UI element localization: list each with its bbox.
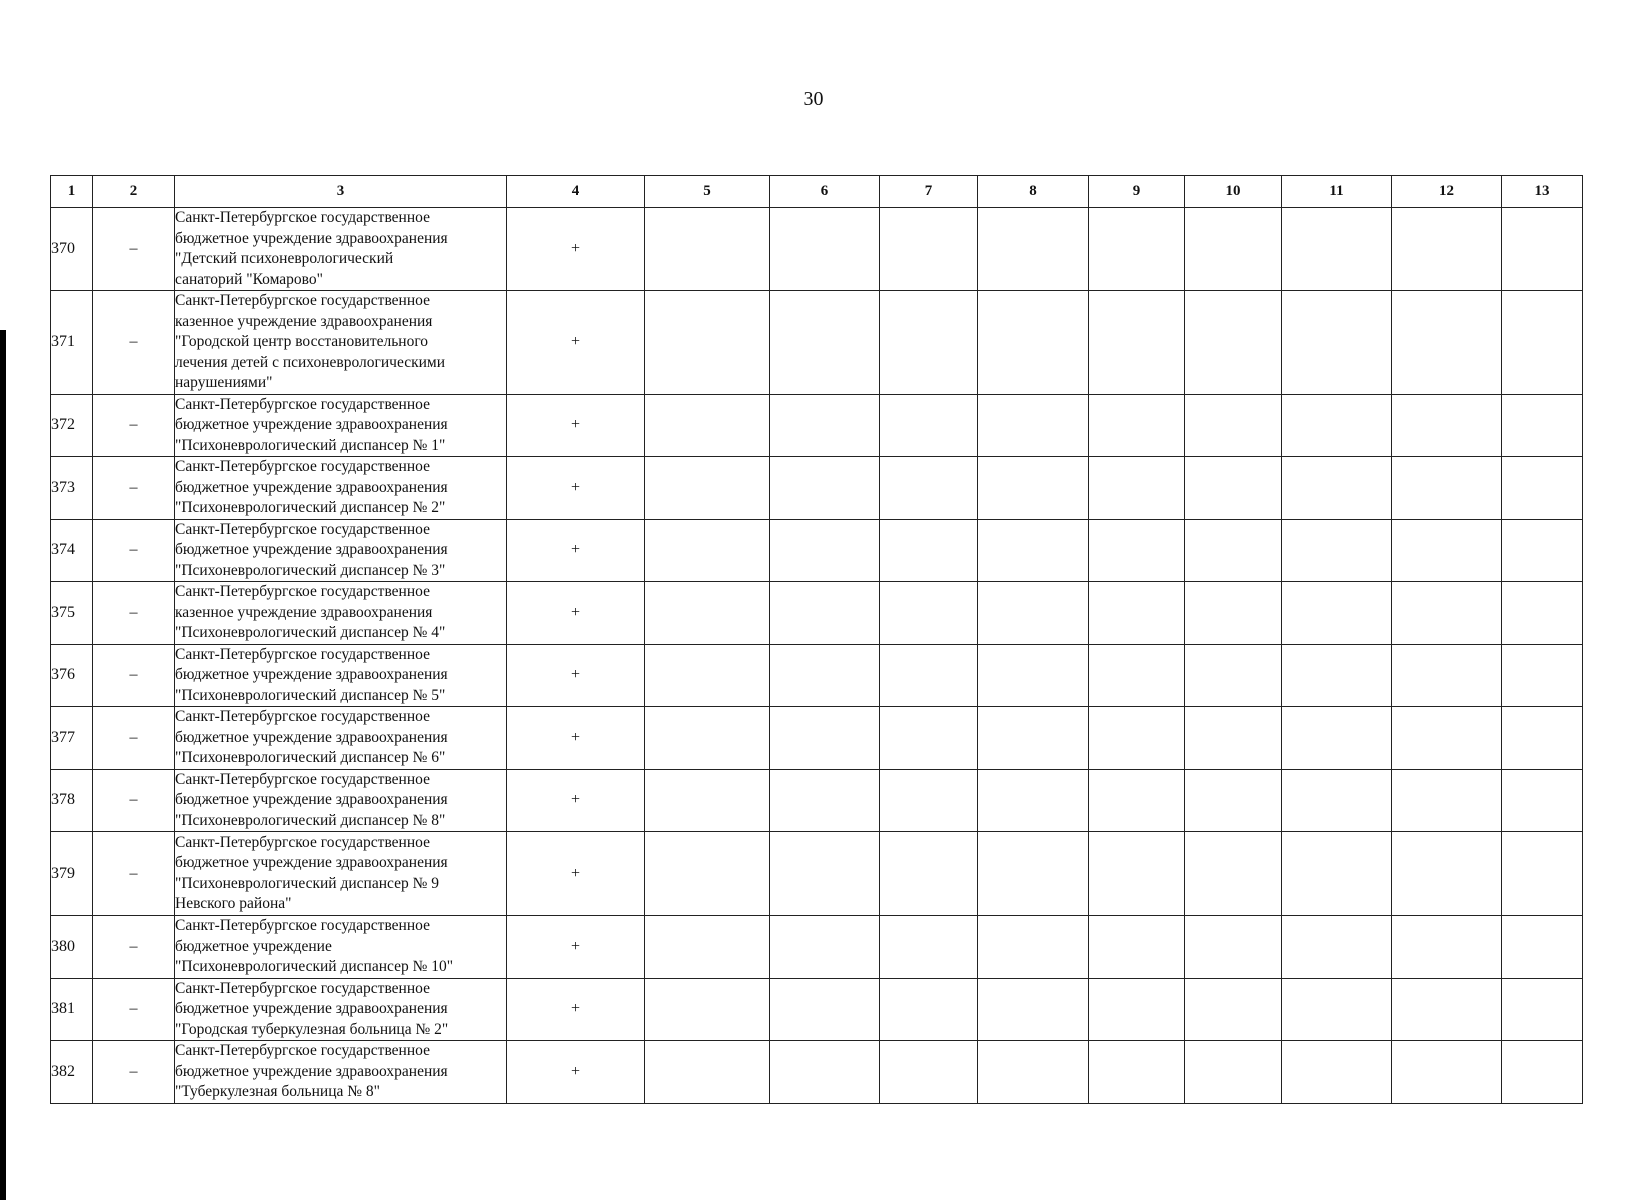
empty-cell — [770, 394, 880, 457]
empty-cell — [1185, 644, 1282, 707]
row-number: 379 — [51, 832, 93, 916]
column-2-value: – — [93, 707, 175, 770]
empty-cell — [1502, 582, 1583, 645]
empty-cell — [978, 457, 1089, 520]
empty-cell — [1282, 1041, 1392, 1104]
empty-cell — [1089, 457, 1185, 520]
institution-name: Санкт-Петербургское государственное бюджетное учреждение здравоохранения "Психоневрологический диспансер № 9 Невского района" — [175, 832, 507, 916]
institution-name: Санкт-Петербургское государственное бюджетное учреждение здравоохранения "Детский психоневрологический санаторий "Комарово" — [175, 208, 507, 291]
empty-cell — [1502, 208, 1583, 291]
empty-cell — [1089, 978, 1185, 1041]
empty-cell — [1185, 832, 1282, 916]
empty-cell — [880, 916, 978, 979]
column-header: 10 — [1185, 176, 1282, 208]
empty-cell — [1185, 291, 1282, 395]
empty-cell — [1392, 707, 1502, 770]
empty-cell — [770, 582, 880, 645]
empty-cell — [1089, 394, 1185, 457]
empty-cell — [978, 1041, 1089, 1104]
empty-cell — [1185, 1041, 1282, 1104]
empty-cell — [770, 769, 880, 832]
empty-cell — [1282, 978, 1392, 1041]
empty-cell — [978, 519, 1089, 582]
empty-cell — [1089, 916, 1185, 979]
empty-cell — [1282, 208, 1392, 291]
empty-cell — [978, 394, 1089, 457]
empty-cell — [1185, 519, 1282, 582]
column-header: 7 — [880, 176, 978, 208]
empty-cell — [1502, 707, 1583, 770]
column-4-mark: + — [507, 1041, 645, 1104]
empty-cell — [645, 707, 770, 770]
row-number: 373 — [51, 457, 93, 520]
column-4-mark: + — [507, 832, 645, 916]
column-header: 9 — [1089, 176, 1185, 208]
empty-cell — [770, 916, 880, 979]
column-2-value: – — [93, 1041, 175, 1104]
table-row — [51, 457, 1583, 520]
empty-cell — [978, 644, 1089, 707]
empty-cell — [1502, 1041, 1583, 1104]
empty-cell — [770, 519, 880, 582]
column-header: 5 — [645, 176, 770, 208]
table-row — [51, 644, 1583, 707]
empty-cell — [1502, 457, 1583, 520]
column-4-mark: + — [507, 769, 645, 832]
column-2-value: – — [93, 519, 175, 582]
empty-cell — [1185, 457, 1282, 520]
empty-cell — [1502, 291, 1583, 395]
empty-cell — [770, 707, 880, 770]
column-header: 3 — [175, 176, 507, 208]
empty-cell — [770, 208, 880, 291]
empty-cell — [645, 457, 770, 520]
empty-cell — [1392, 582, 1502, 645]
column-header: 1 — [51, 176, 93, 208]
institution-name: Санкт-Петербургское государственное бюджетное учреждение здравоохранения "Городская туберкулезная больница № 2" — [175, 978, 507, 1041]
empty-cell — [645, 832, 770, 916]
empty-cell — [645, 769, 770, 832]
column-2-value: – — [93, 832, 175, 916]
empty-cell — [1185, 208, 1282, 291]
empty-cell — [1185, 916, 1282, 979]
table-row — [51, 916, 1583, 979]
column-4-mark: + — [507, 916, 645, 979]
empty-cell — [1282, 582, 1392, 645]
empty-cell — [1282, 916, 1392, 979]
empty-cell — [1502, 832, 1583, 916]
row-number: 380 — [51, 916, 93, 979]
page-number: 30 — [803, 88, 824, 110]
empty-cell — [1089, 832, 1185, 916]
empty-cell — [880, 832, 978, 916]
empty-cell — [978, 208, 1089, 291]
empty-cell — [1185, 769, 1282, 832]
column-header: 12 — [1392, 176, 1502, 208]
institution-name: Санкт-Петербургское государственное бюджетное учреждение здравоохранения "Психоневрологический диспансер № 5" — [175, 644, 507, 707]
empty-cell — [880, 582, 978, 645]
empty-cell — [1089, 582, 1185, 645]
empty-cell — [880, 644, 978, 707]
row-number: 370 — [51, 208, 93, 291]
empty-cell — [1502, 769, 1583, 832]
column-4-mark: + — [507, 978, 645, 1041]
empty-cell — [1502, 916, 1583, 979]
empty-cell — [770, 1041, 880, 1104]
empty-cell — [1392, 394, 1502, 457]
empty-cell — [1089, 769, 1185, 832]
column-4-mark: + — [507, 582, 645, 645]
empty-cell — [1502, 519, 1583, 582]
empty-cell — [1089, 707, 1185, 770]
empty-cell — [645, 519, 770, 582]
empty-cell — [1282, 291, 1392, 395]
column-4-mark: + — [507, 644, 645, 707]
empty-cell — [770, 978, 880, 1041]
empty-cell — [978, 582, 1089, 645]
empty-cell — [880, 291, 978, 395]
institution-name: Санкт-Петербургское государственное казенное учреждение здравоохранения "Психоневрологический диспансер № 4" — [175, 582, 507, 645]
institution-name: Санкт-Петербургское государственное казенное учреждение здравоохранения "Городской центр восстановительного лечения детей с психоневрологическими нарушениями" — [175, 291, 507, 395]
institution-name: Санкт-Петербургское государственное бюджетное учреждение здравоохранения "Психоневрологический диспансер № 3" — [175, 519, 507, 582]
empty-cell — [1502, 394, 1583, 457]
column-2-value: – — [93, 582, 175, 645]
column-2-value: – — [93, 394, 175, 457]
empty-cell — [1502, 644, 1583, 707]
column-header: 11 — [1282, 176, 1392, 208]
column-2-value: – — [93, 769, 175, 832]
empty-cell — [770, 644, 880, 707]
empty-cell — [645, 916, 770, 979]
column-4-mark: + — [507, 208, 645, 291]
row-number: 376 — [51, 644, 93, 707]
institution-name: Санкт-Петербургское государственное бюджетное учреждение здравоохранения "Психоневрологический диспансер № 8" — [175, 769, 507, 832]
table-row — [51, 394, 1583, 457]
empty-cell — [880, 707, 978, 770]
empty-cell — [1089, 1041, 1185, 1104]
table-row — [51, 519, 1583, 582]
empty-cell — [1282, 457, 1392, 520]
column-header: 6 — [770, 176, 880, 208]
column-header: 13 — [1502, 176, 1583, 208]
empty-cell — [1185, 582, 1282, 645]
empty-cell — [1185, 707, 1282, 770]
empty-cell — [978, 291, 1089, 395]
institution-name: Санкт-Петербургское государственное бюджетное учреждение здравоохранения "Психоневрологический диспансер № 2" — [175, 457, 507, 520]
row-number: 372 — [51, 394, 93, 457]
empty-cell — [1502, 978, 1583, 1041]
empty-cell — [880, 208, 978, 291]
empty-cell — [880, 978, 978, 1041]
table-row — [51, 832, 1583, 916]
column-4-mark: + — [507, 291, 645, 395]
empty-cell — [978, 707, 1089, 770]
empty-cell — [645, 208, 770, 291]
empty-cell — [880, 457, 978, 520]
institution-name: Санкт-Петербургское государственное бюджетное учреждение "Психоневрологический диспансер № 10" — [175, 916, 507, 979]
column-header: 2 — [93, 176, 175, 208]
empty-cell — [1392, 978, 1502, 1041]
empty-cell — [880, 519, 978, 582]
empty-cell — [978, 832, 1089, 916]
empty-cell — [880, 394, 978, 457]
empty-cell — [645, 582, 770, 645]
empty-cell — [1089, 208, 1185, 291]
empty-cell — [770, 832, 880, 916]
empty-cell — [1282, 644, 1392, 707]
row-number: 375 — [51, 582, 93, 645]
empty-cell — [1282, 707, 1392, 770]
column-header: 4 — [507, 176, 645, 208]
table-header-row — [51, 176, 1583, 208]
empty-cell — [1392, 208, 1502, 291]
empty-cell — [1392, 769, 1502, 832]
column-2-value: – — [93, 916, 175, 979]
column-4-mark: + — [507, 394, 645, 457]
empty-cell — [1392, 457, 1502, 520]
empty-cell — [1392, 916, 1502, 979]
empty-cell — [880, 1041, 978, 1104]
institution-name: Санкт-Петербургское государственное бюджетное учреждение здравоохранения "Туберкулезная больница № 8" — [175, 1041, 507, 1104]
empty-cell — [1185, 978, 1282, 1041]
scan-edge-shadow — [0, 0, 6, 1200]
table-row — [51, 291, 1583, 395]
empty-cell — [1392, 519, 1502, 582]
institution-name: Санкт-Петербургское государственное бюджетное учреждение здравоохранения "Психоневрологический диспансер № 1" — [175, 394, 507, 457]
empty-cell — [645, 394, 770, 457]
empty-cell — [1392, 832, 1502, 916]
empty-cell — [645, 644, 770, 707]
table-row — [51, 769, 1583, 832]
empty-cell — [880, 769, 978, 832]
empty-cell — [1282, 832, 1392, 916]
empty-cell — [645, 978, 770, 1041]
column-2-value: – — [93, 457, 175, 520]
row-number: 378 — [51, 769, 93, 832]
table-row — [51, 707, 1583, 770]
table-row — [51, 208, 1583, 291]
row-number: 371 — [51, 291, 93, 395]
row-number: 377 — [51, 707, 93, 770]
empty-cell — [1392, 644, 1502, 707]
column-2-value: – — [93, 644, 175, 707]
empty-cell — [1392, 291, 1502, 395]
row-number: 374 — [51, 519, 93, 582]
empty-cell — [978, 978, 1089, 1041]
empty-cell — [1185, 394, 1282, 457]
empty-cell — [978, 769, 1089, 832]
table-row — [51, 1041, 1583, 1104]
institutions-table — [50, 175, 1583, 1104]
empty-cell — [1392, 1041, 1502, 1104]
empty-cell — [770, 457, 880, 520]
column-4-mark: + — [507, 519, 645, 582]
table-body — [51, 208, 1583, 1104]
empty-cell — [1282, 769, 1392, 832]
empty-cell — [770, 291, 880, 395]
column-2-value: – — [93, 208, 175, 291]
empty-cell — [1089, 519, 1185, 582]
empty-cell — [1089, 644, 1185, 707]
table-row — [51, 582, 1583, 645]
column-2-value: – — [93, 291, 175, 395]
empty-cell — [645, 291, 770, 395]
column-4-mark: + — [507, 457, 645, 520]
row-number: 381 — [51, 978, 93, 1041]
institution-name: Санкт-Петербургское государственное бюджетное учреждение здравоохранения "Психоневрологический диспансер № 6" — [175, 707, 507, 770]
row-number: 382 — [51, 1041, 93, 1104]
column-4-mark: + — [507, 707, 645, 770]
empty-cell — [978, 916, 1089, 979]
column-2-value: – — [93, 978, 175, 1041]
table-row — [51, 978, 1583, 1041]
empty-cell — [1089, 291, 1185, 395]
column-header: 8 — [978, 176, 1089, 208]
empty-cell — [645, 1041, 770, 1104]
empty-cell — [1282, 394, 1392, 457]
empty-cell — [1282, 519, 1392, 582]
